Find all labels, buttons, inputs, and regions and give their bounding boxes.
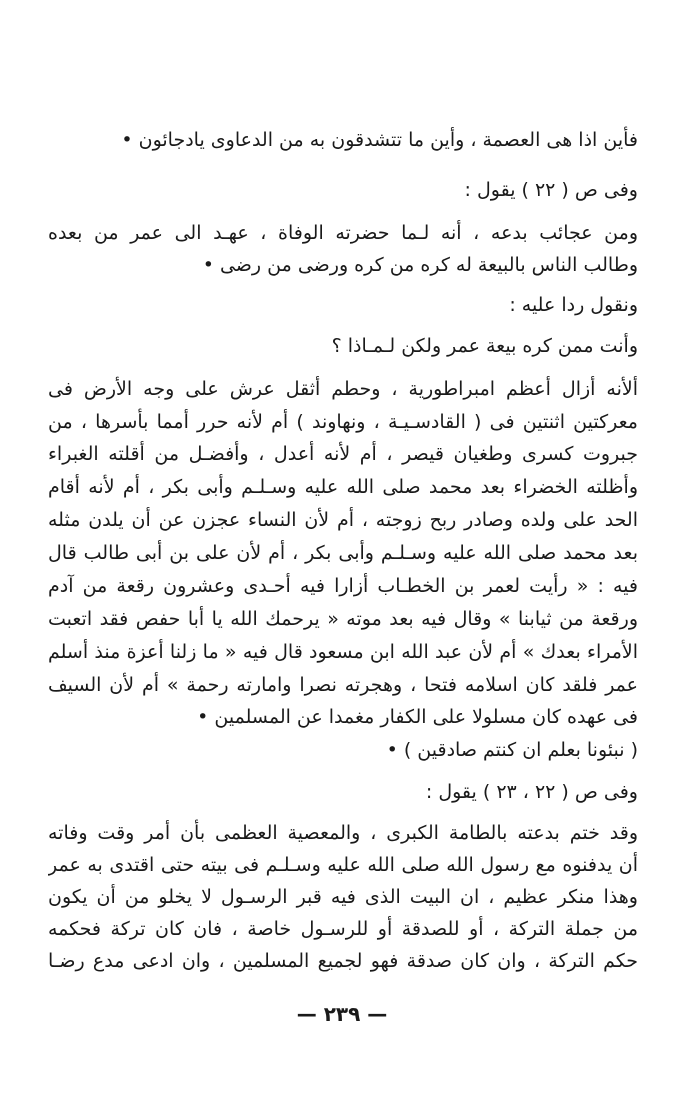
text-line: وطالب الناس بالبيعة له كره من كره ورضى من رضى • bbox=[202, 254, 638, 276]
text-line: بعد محمد صلى الله عليه وسـلـم وأبى بكر ، أم لأن على بن أبى طالب قال bbox=[48, 542, 638, 564]
text-line: حكم التركة ، وان كان صدقة فهو لجميع المسلمين ، وان ادعى مدع رضـا bbox=[48, 950, 638, 972]
text-line: الأمراء بعدك » أم لأن عبد الله ابن مسعود قال فيه « ما زلنا أعزة منذ أسلم bbox=[48, 641, 638, 663]
text-line: وهذا منكر عظيم ، ان البيت الذى فيه قبر الرسـول لا يخلو من أن يكون bbox=[48, 886, 638, 908]
text-line: فى عهده كان مسلولا على الكفار مغمدا عن المسلمين • bbox=[197, 706, 638, 728]
text-line: أن يدفنوه مع رسول الله صلى الله عليه وسـلـم فى بيته حتى اقتدى به عمر bbox=[48, 854, 638, 876]
text-line: عمر فلقد كان اسلامه فتحا ، وهجرته نصرا وامارته رحمة » أم لأن السيف bbox=[48, 674, 638, 696]
text-line: وأظلته الخضراء بعد محمد صلى الله عليه وسـلـم وأبى بكر ، أم لأنه أقام bbox=[48, 476, 638, 498]
text-line: فيه : « رأيت لعمر بن الخطـاب أزارا فيه أحـدى وعشرون رقعة من آدم bbox=[48, 575, 638, 597]
text-line: ومن عجائب بدعه ، أنه لـما حضرته الوفاة ، عهـد الى عمر من بعده bbox=[48, 222, 638, 244]
text-line: ( نبئونا بعلم ان كنتم صادقين ) • bbox=[386, 739, 638, 761]
text-line: ألأنه أزال أعظم امبراطورية ، وحطم أثقل عرش على وجه الأرض فى bbox=[48, 378, 638, 400]
text-line: وقد ختم بدعته بالطامة الكبرى ، والمعصية العظمى بأن أمر وقت وفاته bbox=[48, 822, 638, 844]
page-number: — ٢٣٩ — bbox=[296, 1002, 388, 1026]
text-line: ونقول ردا عليه : bbox=[509, 294, 638, 316]
text-line: معركتين اثنتين فى ( القادسـيـة ، ونهاوند ) أم لأنه حرر أمما بأسرها ، من bbox=[48, 411, 638, 433]
text-line: فأين اذا هى العصمة ، وأين ما تتشدقون به من الدعاوى يادجائون • bbox=[121, 129, 638, 151]
text-line: الحد على ولده وصادر ربح زوجته ، أم لأن النساء عجزن عن أن يلدن مثله bbox=[48, 509, 638, 531]
text-line: من جملة التركة ، أو للصدقة أو للرسـول خاصة ، فان كان تركة فحكمه bbox=[48, 918, 638, 940]
text-line: وفى ص ( ٢٢ ، ٢٣ ) يقول : bbox=[425, 781, 638, 803]
text-line: جبروت كسرى وطغيان قيصر ، أم لأنه أعدل ، وأفضـل من أقلته الغبراء bbox=[48, 443, 638, 465]
text-line: وأنت ممن كره بيعة عمر ولكن لـمـاذا ؟ bbox=[331, 335, 638, 357]
text-line: وفى ص ( ٢٢ ) يقول : bbox=[464, 179, 638, 201]
text-line: ورقعة من ثيابنا » وقال فيه بعد موته « يرحمك الله يا أبا حفص فقد اتعبت bbox=[48, 608, 638, 630]
